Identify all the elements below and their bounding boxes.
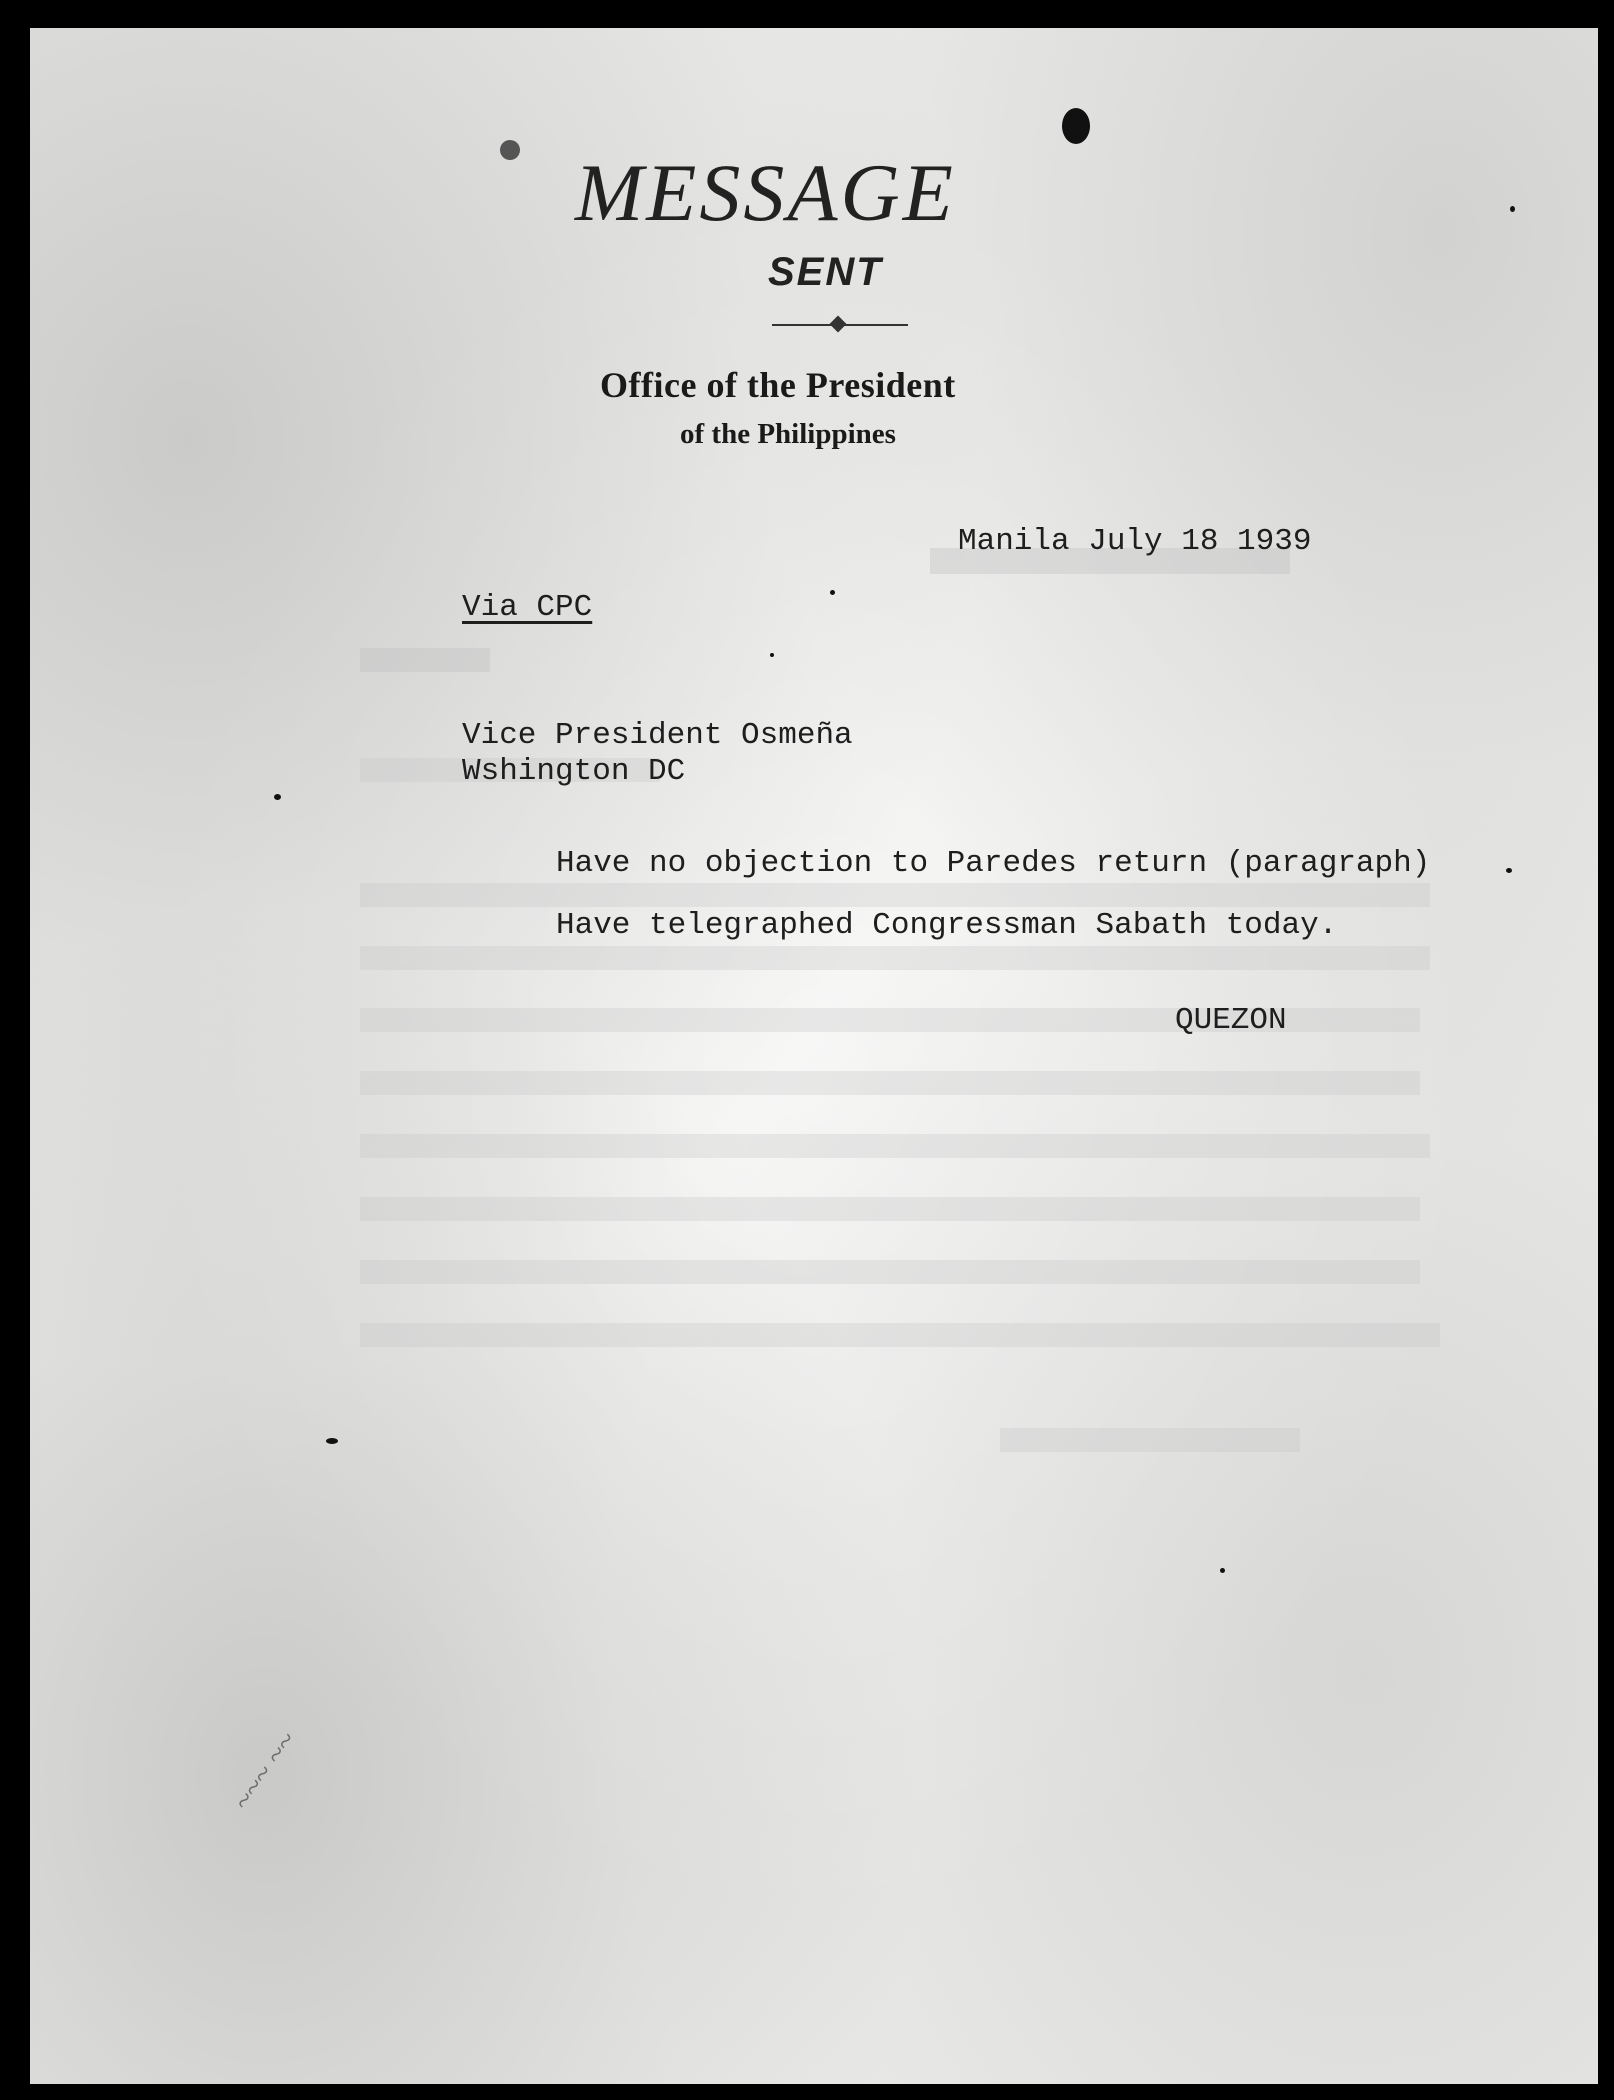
routing-via: Via CPC bbox=[462, 590, 593, 625]
message-body-line-1: Have no objection to Paredes return (paragraph) bbox=[556, 846, 1431, 881]
bleed-through-mark bbox=[360, 946, 1430, 970]
bleed-through-mark bbox=[360, 1323, 1440, 1347]
letterhead-title: MESSAGE bbox=[575, 147, 956, 238]
bleed-through-mark bbox=[360, 883, 1430, 907]
bleed-through-mark bbox=[360, 1134, 1430, 1158]
ink-speck bbox=[1506, 868, 1512, 873]
recipient-location: Wshington DC bbox=[462, 754, 686, 789]
ink-blot bbox=[1062, 108, 1090, 144]
office-line-1: Office of the President bbox=[600, 365, 956, 405]
letterhead-subtitle: SENT bbox=[768, 250, 883, 294]
ink-speck bbox=[830, 590, 835, 595]
ink-speck bbox=[1510, 206, 1515, 212]
message-date: Manila July 18 1939 bbox=[958, 524, 1312, 559]
message-body-line-2: Have telegraphed Congressman Sabath today. bbox=[556, 908, 1338, 943]
office-line-2: of the Philippines bbox=[680, 418, 896, 450]
ink-speck bbox=[770, 653, 774, 657]
ink-speck bbox=[1220, 1568, 1225, 1573]
signature: QUEZON bbox=[1175, 1003, 1287, 1038]
bleed-through-mark bbox=[360, 1197, 1420, 1221]
divider-ornament bbox=[830, 316, 847, 333]
ink-blot bbox=[500, 140, 520, 160]
recipient-name: Vice President Osmeña bbox=[462, 718, 853, 753]
bleed-through-mark bbox=[360, 648, 490, 672]
bleed-through-mark bbox=[360, 1260, 1420, 1284]
document-page bbox=[30, 28, 1598, 2084]
bleed-through-mark bbox=[1000, 1428, 1300, 1452]
bleed-through-mark bbox=[360, 1071, 1420, 1095]
ink-speck bbox=[326, 1438, 338, 1444]
ink-speck bbox=[274, 794, 281, 800]
handwritten-annotation: ~~~ ~~ bbox=[226, 1725, 304, 1817]
